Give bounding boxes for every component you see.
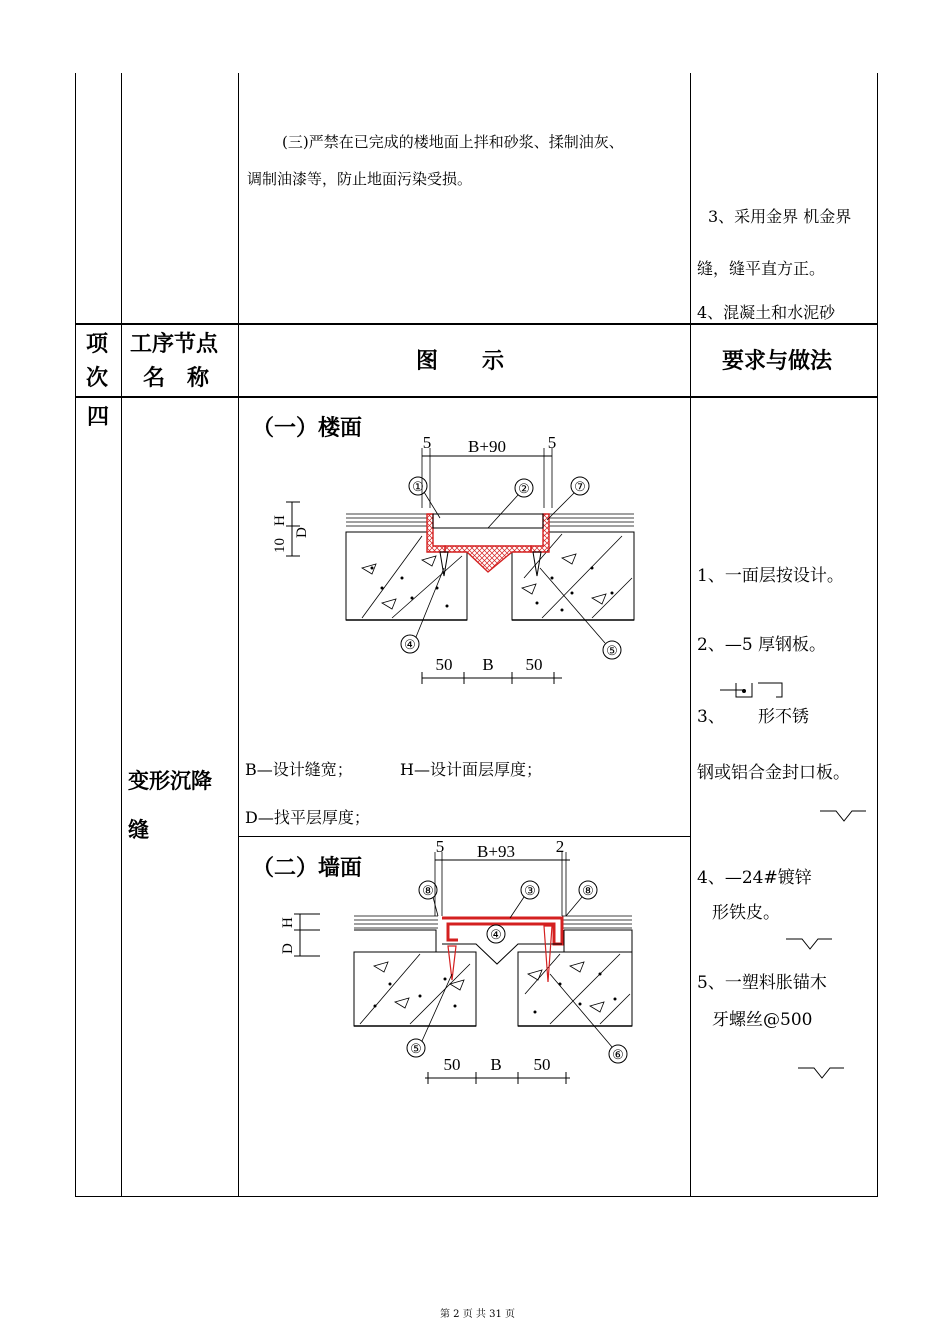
item-number: 四 bbox=[87, 404, 110, 430]
wall-label-d: D bbox=[280, 943, 296, 954]
header-requirements: 要求与做法 bbox=[722, 348, 833, 374]
wall-callout-6: ⑥ bbox=[612, 1047, 624, 1062]
table-right-border bbox=[877, 73, 878, 1197]
wall-callout-5: ⑤ bbox=[410, 1041, 422, 1056]
floor-dim-top-right: 5 bbox=[547, 433, 557, 452]
table-bottom-border bbox=[75, 1196, 878, 1197]
header-item-no-2: 次 bbox=[86, 365, 109, 391]
requirement-1: 1、一面层按设计。 bbox=[697, 566, 844, 586]
node-name-line-2: 缝 bbox=[128, 817, 149, 842]
wall-joint-diagram bbox=[270, 834, 640, 1090]
wall-dim-top-right: 2 bbox=[555, 837, 565, 856]
v-profile-icon-1 bbox=[818, 807, 868, 825]
header-item-no-1: 项 bbox=[86, 331, 109, 357]
legend-b: B—设计缝宽； bbox=[245, 760, 353, 779]
wall-dim-top-left: 5 bbox=[435, 837, 445, 856]
wall-callout-8-left: ⑧ bbox=[422, 883, 434, 898]
floor-callout-7: ⑦ bbox=[574, 479, 586, 494]
node-name-line-1: 变形沉降 bbox=[128, 768, 212, 793]
construction-note-line-2: 调制油漆等，防止地面污染受损。 bbox=[247, 170, 473, 188]
requirement-3-text: 形不锈 bbox=[758, 707, 809, 727]
requirement-3-line-2: 缝，缝平直方正。 bbox=[697, 259, 826, 278]
wall-dim-bottom-right: 50 bbox=[533, 1055, 551, 1074]
requirement-3-prefix: 3、 bbox=[697, 707, 725, 727]
sealing-plate-profile-icon bbox=[718, 680, 788, 702]
requirement-5-text: 牙螺丝@500 bbox=[712, 1010, 813, 1030]
wall-callout-3: ③ bbox=[524, 883, 536, 898]
table-left-border bbox=[75, 73, 76, 1197]
page-number: 第 2 页 共 31 页 bbox=[440, 1309, 515, 1320]
requirement-4-line-1: 4、混凝土和水泥砂 bbox=[697, 303, 836, 322]
table-col-divider-1 bbox=[121, 73, 122, 1197]
v-profile-icon-3 bbox=[796, 1064, 846, 1082]
requirement-5: 5、一塑料胀锚木 bbox=[697, 973, 827, 993]
floor-section-title: （一）楼面 bbox=[252, 415, 363, 441]
floor-dim-bottom-mid: B bbox=[482, 655, 494, 674]
legend-h: H—设计面层厚度； bbox=[400, 760, 542, 779]
wall-callout-8-right: ⑧ bbox=[582, 883, 594, 898]
floor-callout-2: ② bbox=[518, 481, 530, 496]
v-profile-icon-2 bbox=[784, 935, 834, 953]
floor-dim-top-left: 5 bbox=[422, 433, 432, 452]
requirement-3-line-1: 3、采用金界 机金界 bbox=[708, 207, 852, 226]
floor-dim-bottom-right: 50 bbox=[525, 655, 543, 674]
requirement-2: 2、—5 厚钢板。 bbox=[697, 635, 827, 655]
header-bottom-border bbox=[75, 396, 878, 398]
header-node-name-1: 工序节点 bbox=[130, 331, 219, 357]
requirement-4: 4、—24#镀锌 bbox=[697, 868, 812, 888]
floor-dim-top-mid: B+90 bbox=[468, 437, 506, 456]
floor-callout-5: ⑤ bbox=[606, 643, 618, 658]
floor-joint-diagram bbox=[262, 428, 652, 690]
floor-dim-bottom-left: 50 bbox=[435, 655, 453, 674]
wall-label-h: H bbox=[280, 917, 296, 928]
wall-dim-bottom-left: 50 bbox=[443, 1055, 461, 1074]
floor-callout-1: ① bbox=[412, 479, 424, 494]
header-figure: 图 示 bbox=[416, 348, 505, 374]
header-top-border bbox=[75, 323, 878, 325]
floor-label-10: 10 bbox=[272, 538, 288, 553]
header-node-name-2: 名 称 bbox=[143, 365, 210, 391]
floor-label-d: D bbox=[294, 527, 310, 538]
construction-note-line-1: (三)严禁在已完成的楼地面上拌和砂浆、揉制油灰、 bbox=[282, 133, 624, 151]
floor-label-h: H bbox=[272, 515, 288, 526]
requirement-4-text: 形铁皮。 bbox=[712, 903, 780, 923]
table-col-divider-2 bbox=[238, 73, 239, 1197]
requirement-3-text-2: 钢或铝合金封口板。 bbox=[697, 763, 850, 783]
table-col-divider-3 bbox=[690, 73, 691, 1197]
wall-callout-4: ④ bbox=[490, 927, 502, 942]
wall-dim-top-mid: B+93 bbox=[477, 842, 515, 861]
legend-d: D—找平层厚度； bbox=[245, 808, 370, 827]
wall-section-title: （二）墙面 bbox=[252, 855, 363, 881]
wall-dim-bottom-mid: B bbox=[490, 1055, 502, 1074]
floor-callout-4: ④ bbox=[404, 637, 416, 652]
